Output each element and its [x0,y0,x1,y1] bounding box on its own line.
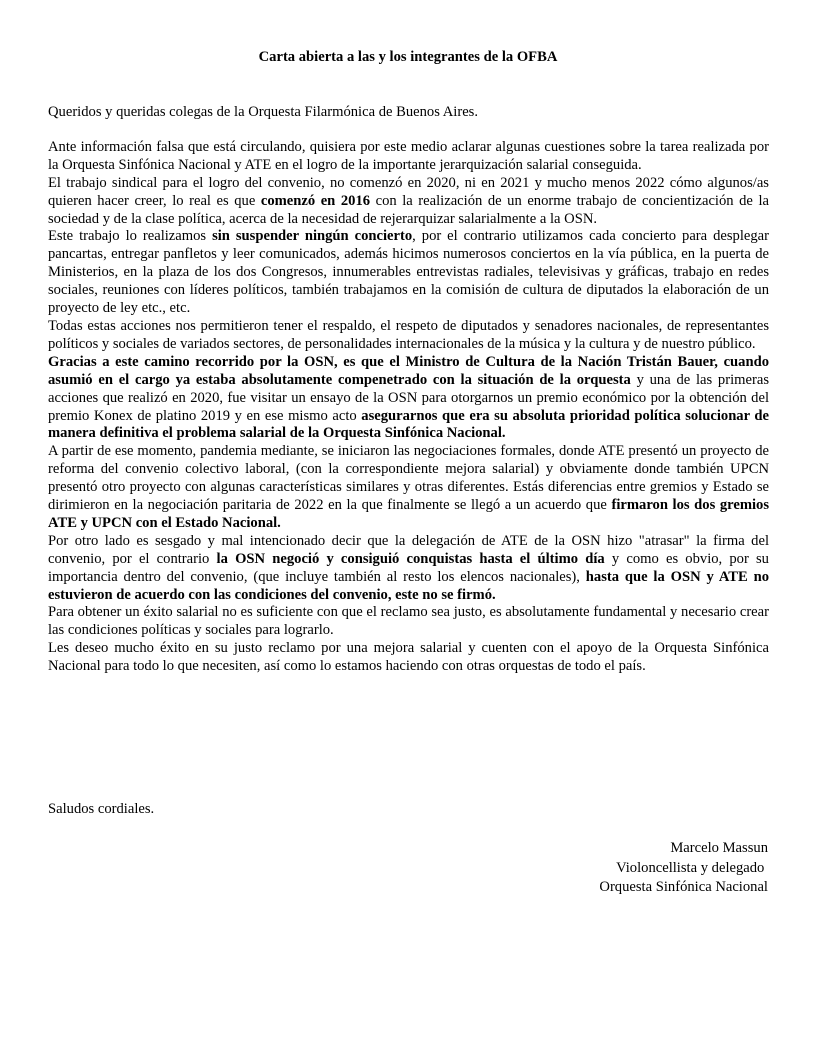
letter-title: Carta abierta a las y los integrantes de la OFBA [258,49,558,65]
text-segment: Todas estas acciones nos permitieron tener el respaldo, el respeto de diputados y senadores nacionales, de representantes políticos y sociales de variados sectores, de personalidades internacionales de la música y la cultura y de nuestro público. [48,317,769,352]
bold-text-segment: sin suspender ningún concierto [212,228,413,245]
bold-text-segment: hasta que la OSN y ATE no estuvieron de acuerdo con las condiciones del convenio, este no se firmó. [48,568,769,603]
bold-text-segment: la OSN negoció y consiguió conquistas hasta el último día [216,550,605,567]
body-paragraph [48,318,769,354]
greeting: Queridos y queridas colegas de la Orquesta Filarmónica de Buenos Aires. [48,104,478,120]
bold-text-segment: comenzó en 2016 [260,192,371,209]
text-segment: y como es obvio, por su importancia dentro del convenio, (que incluye también al resto los elencos nacionales), [48,550,769,585]
text-segment: con la realización de un enorme trabajo de concientización de la sociedad y de la clase política, acerca de la necesidad de rejerarquizar salarialmente a la OSN. [48,192,769,227]
signature-name: Marcelo Massun [670,840,768,856]
text-segment: y una de las primeras acciones que realizó en 2020, fue visitar un ensayo de la OSN para otorgarnos un premio económico por la obtención del premio Konex de platino 2019 y en ese mismo acto [48,371,769,424]
body-paragraph [48,139,769,175]
signature-organization: Orquesta Sinfónica Nacional [599,879,768,895]
letter-body [48,104,769,676]
bold-text-segment: Gracias a este camino recorrido por la OSN, es que el Ministro de Cultura de la Nación Tristán Bauer, cuando asumió en el cargo ya estaba absolutamente compenetrado con la situación de la orquesta [48,353,769,388]
paragraph-list [48,139,769,676]
signature-role: Violoncellista y delegado [616,859,768,876]
closing-salutation: Saludos cordiales. [48,801,155,817]
text-segment: Por otro lado es sesgado y mal intencionado decir que la delegación de ATE de la OSN hizo "atrasar" la firma del convenio, por el contrario [48,532,769,567]
signature-block [599,839,768,898]
text-segment: Este trabajo lo realizamos [48,228,213,245]
body-paragraph [48,354,769,444]
text-segment: , por el contrario utilizamos cada concierto para desplegar pancartas, entregar panfletos y leer comunicados, además hicimos numerosos conciertos en la vía pública, en la puerta de Ministerios, en la plaza de los dos Congresos, innumerables entrevistas radiales, televisivas y gráficas, trabajo en redes sociales, reuniones con líderes políticos, también trabajamos en la comisión de cultura de diputados la elaboración de un proyecto de ley etc., etc. [48,228,770,317]
body-paragraph [48,175,769,229]
body-paragraph [48,228,769,318]
text-segment: El trabajo sindical para el logro del convenio, no comenzó en 2020, ni en 2021 y mucho menos 2022 cómo algunos/as quieren hacer creer, lo real es que [48,174,769,209]
body-paragraph [48,604,769,640]
text-segment: Para obtener un éxito salarial no es suficiente con que el reclamo sea justo, es absolutamente fundamental y necesario crear las condiciones políticas y sociales para lograrlo. [48,604,769,639]
body-paragraph [48,533,769,605]
body-paragraph [48,443,769,533]
body-paragraph [48,640,769,676]
text-segment: Ante información falsa que está circulando, quisiera por este medio aclarar algunas cuestiones sobre la tarea realizada por la Orquesta Sinfónica Nacional y ATE en el logro de la importante jerarquización salarial conseguida. [48,138,769,173]
text-segment: Les deseo mucho éxito en su justo reclamo por una mejora salarial y cuenten con el apoyo de la Orquesta Sinfónica Nacional para todo lo que necesiten, así como lo estamos haciendo con otras orquestas de todo el país. [48,640,769,675]
bold-text-segment: asegurarnos que era su absoluta prioridad política solucionar de manera definitiva el problema salarial de la Orquesta Sinfónica Nacional. [48,407,769,442]
bold-text-segment: firmaron los dos gremios ATE y UPCN con el Estado Nacional. [48,497,770,531]
text-segment: A partir de ese momento, pandemia mediante, se iniciaron las negociaciones formales, donde ATE presentó un proyecto de reforma del convenio colectivo laboral, (con la correspondiente mejora salarial) y obviamente donde también UPCN presentó otro proyecto con algunas características similares y otras diferentes. Estás diferencias entre gremios y Estado se dirimieron en la negociación paritaria de 2022 en la que finalmente se llegó a un acuerdo que [48,443,769,514]
